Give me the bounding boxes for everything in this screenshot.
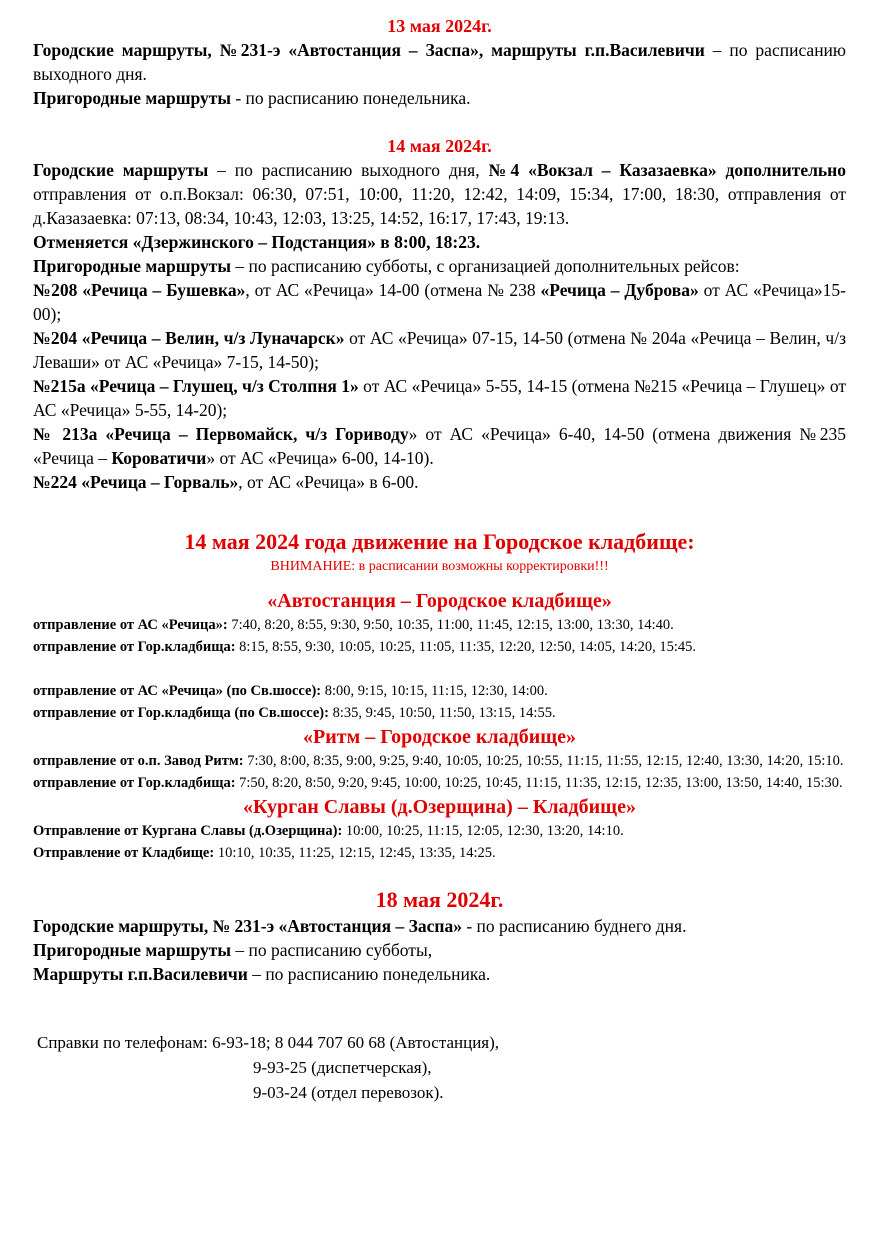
bold-text: Отменяется «Дзержинского – Подстанция» в 8:00, 18:23.	[33, 232, 481, 252]
bold-text: Городские маршруты, № 231-э «Автостанция – Заспа»	[33, 916, 462, 936]
route-title-ritm-cemetery: «Ритм – Городское кладбище»	[303, 726, 576, 748]
paragraph-18-may-suburban	[33, 938, 846, 962]
text: 8:00, 9:15, 10:15, 11:15, 12:30, 14:00.	[321, 683, 548, 699]
announcement-page	[33, 14, 846, 1105]
cemetery-heading: 14 мая 2024 года движение на Городское кладбище:	[184, 529, 695, 554]
bold-text: Пригородные маршруты	[33, 940, 231, 960]
text: - по расписанию буднего дня.	[461, 916, 687, 936]
text: 10:10, 10:35, 11:25, 12:15, 12:45, 13:35, 14:25.	[214, 845, 496, 861]
bold-text: Городские маршруты	[33, 160, 209, 180]
attention-note: ВНИМАНИЕ: в расписании возможны корректировки!!!	[270, 559, 609, 574]
bold-text: отправление от Гор.кладбища:	[33, 639, 236, 655]
schedule-line	[33, 680, 846, 702]
text: – по расписанию выходного дня.	[33, 40, 846, 84]
text: 7:50, 8:20, 8:50, 9:20, 9:45, 10:00, 10:25, 10:45, 11:15, 11:35, 12:15, 12:35, 13:00, 13:50, 14:40, 15:30.	[235, 775, 843, 791]
text: , от АС «Речица» 14-00 (отмена № 238	[245, 280, 541, 300]
bold-text: отправление от АС «Речица»:	[33, 617, 228, 633]
text: отправления от о.п.Вокзал: 06:30, 07:51, 10:00, 11:20, 12:42, 14:09, 15:34, 17:00, 18:30, отправления от д.Казазаевка: 07:13, 08:34, 10:43, 12:03, 13:25, 14:52, 16:17, 17:43, 19:13.	[33, 184, 846, 228]
paragraph-13-may-suburban	[33, 86, 846, 110]
bold-text: Отправление от Кладбище:	[33, 845, 215, 861]
bold-text: «Речица – Дуброва»	[540, 280, 699, 300]
bold-text: №4 «Вокзал – Казазаевка» дополнительно	[488, 160, 846, 180]
route-208	[33, 278, 846, 326]
text: , от АС «Речица» в 6-00.	[238, 472, 419, 492]
bold-text: №204 «Речица – Велин, ч/з Луначарск»	[33, 328, 345, 348]
schedule-line	[33, 614, 846, 636]
bold-text: отправление от Гор.кладбища:	[33, 775, 236, 791]
schedule-line	[33, 636, 846, 658]
route-title-kurgan-cemetery: «Курган Славы (д.Озерщина) – Кладбище»	[243, 796, 636, 818]
bold-text: Пригородные маршруты	[33, 88, 231, 108]
bold-text: №215а «Речица – Глушец, ч/з Столпня 1»	[33, 376, 359, 396]
text: – по расписанию субботы, с организацией дополнительных рейсов:	[230, 256, 740, 276]
text: – по расписанию выходного дня,	[208, 160, 489, 180]
route-215a	[33, 374, 846, 422]
route-224	[33, 470, 846, 494]
bold-text: №208 «Речица – Бушевка»	[33, 280, 246, 300]
text: 10:00, 10:25, 11:15, 12:05, 12:30, 13:20, 14:10.	[342, 823, 624, 839]
text: – по расписанию понедельника.	[247, 964, 491, 984]
text: – по расписанию субботы,	[230, 940, 433, 960]
paragraph-14-may-city	[33, 158, 846, 230]
phones-line-1: Справки по телефонам: 6-93-18; 8 044 707 60 68 (Автостанция),	[37, 1033, 500, 1052]
text: 8:35, 9:45, 10:50, 11:50, 13:15, 14:55.	[328, 705, 556, 721]
bold-text: Городские маршруты, №231-э «Автостанция – Заспа», маршруты г.п.Василевичи	[33, 40, 705, 60]
date-heading-18-may: 18 мая 2024г.	[375, 887, 504, 912]
date-heading-14-may: 14 мая 2024г.	[387, 136, 492, 156]
paragraph-13-may-city	[33, 38, 846, 86]
schedule-line	[33, 702, 846, 724]
bold-text: отправление от АС «Речица» (по Св.шоссе):	[33, 683, 322, 699]
text: 7:40, 8:20, 8:55, 9:30, 9:50, 10:35, 11:00, 11:45, 12:15, 13:00, 13:30, 14:40.	[227, 617, 674, 633]
paragraph-14-may-cancel	[33, 230, 846, 254]
bold-text: Пригородные маршруты	[33, 256, 231, 276]
text: 8:15, 8:55, 9:30, 10:05, 10:25, 11:05, 11:35, 12:20, 12:50, 14:05, 14:20, 15:45.	[235, 639, 697, 655]
schedule-line	[33, 820, 846, 842]
schedule-line	[33, 772, 846, 794]
paragraph-14-may-suburban	[33, 254, 846, 278]
phones-line-2: 9-93-25 (диспетчерская),	[253, 1058, 432, 1077]
text: » от АС «Речица» 6-40, 14-50 (отмена движения №235 «Речица –	[33, 424, 846, 468]
route-213a	[33, 422, 846, 470]
schedule-line	[33, 750, 846, 772]
bold-text: Короватичи	[111, 448, 207, 468]
paragraph-18-may-city	[33, 914, 846, 938]
text: 7:30, 8:00, 8:35, 9:00, 9:25, 9:40, 10:05, 10:25, 10:55, 11:15, 11:55, 12:15, 12:40, 13:30, 14:20, 15:10.	[243, 753, 844, 769]
schedule-line	[33, 842, 846, 864]
text: » от АС «Речица» 6-00, 14-10).	[206, 448, 434, 468]
paragraph-18-may-vasilevichi	[33, 962, 846, 986]
text: от АС «Речица»15-00);	[33, 280, 846, 324]
route-title-station-cemetery: «Автостанция – Городское кладбище»	[267, 590, 612, 612]
phones-line-3: 9-03-24 (отдел перевозок).	[253, 1083, 444, 1102]
bold-text: отправление от о.п. Завод Ритм:	[33, 753, 244, 769]
bold-text: Маршруты г.п.Василевичи	[33, 964, 248, 984]
text: от АС «Речица» 07-15, 14-50 (отмена № 204а «Речица – Велин, ч/з Леваши» от АС «Речица» 7-15, 14-50);	[33, 328, 846, 372]
text: от АС «Речица» 5-55, 14-15 (отмена №215 «Речица – Глушец» от АС «Речица» 5-55, 14-20);	[33, 376, 846, 420]
route-204	[33, 326, 846, 374]
bold-text: Отправление от Кургана Славы (д.Озерщина):	[33, 823, 343, 839]
bold-text: отправление от Гор.кладбища (по Св.шоссе):	[33, 705, 329, 721]
bold-text: № 213а «Речица – Первомайск, ч/з Гориводу	[33, 424, 409, 444]
contact-phones	[37, 1030, 846, 1105]
text: - по расписанию понедельника.	[230, 88, 471, 108]
bold-text: №224 «Речица – Горваль»	[33, 472, 239, 492]
date-heading-13-may: 13 мая 2024г.	[387, 16, 492, 36]
